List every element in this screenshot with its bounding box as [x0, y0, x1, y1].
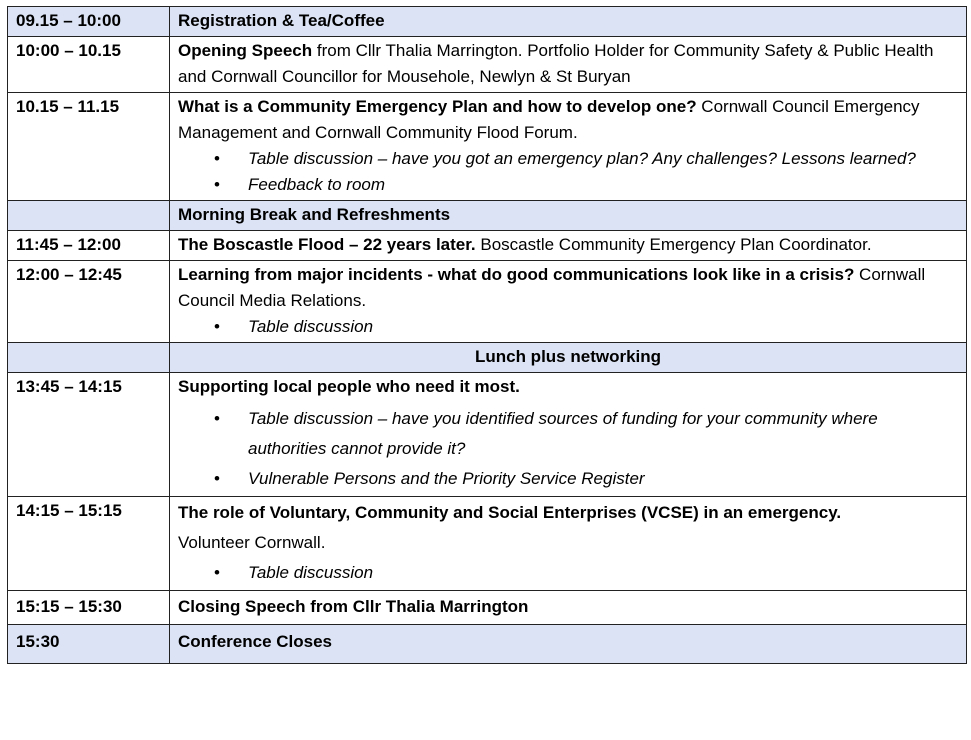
session-title: Registration & Tea/Coffee [170, 7, 967, 37]
session-title: The Boscastle Flood – 22 years later. [178, 235, 476, 254]
time-cell: 15:30 [8, 625, 170, 664]
session-cell [170, 93, 967, 201]
session-cell [170, 231, 967, 261]
session-cell [170, 37, 967, 93]
time-cell: 12:00 – 12:45 [8, 261, 170, 343]
agenda-row-emergency-plan [8, 93, 967, 201]
session-title: What is a Community Emergency Plan and how to develop one? [178, 97, 697, 116]
bullet-item: • Table discussion – have you got an emergency plan? Any challenges? Lessons learned? [248, 146, 958, 172]
time-cell [8, 343, 170, 373]
bullet-item: • Feedback to room [248, 172, 958, 198]
agenda-row-vcse [8, 497, 967, 591]
time-cell: 10:00 – 10.15 [8, 37, 170, 93]
time-cell: 11:45 – 12:00 [8, 231, 170, 261]
session-title: Closing Speech from Cllr Thalia Marrington [170, 591, 967, 625]
agenda-row-conference-closes [8, 625, 967, 664]
session-title: Conference Closes [170, 625, 967, 664]
session-description: from Cllr Thalia Marrington. Portfolio Holder for Community Safety & Public Health and Cornwall Councillor for Mousehole, Newlyn & St Buryan [178, 41, 934, 86]
agenda-row-supporting-local [8, 373, 967, 497]
session-title: Lunch plus networking [170, 343, 967, 373]
agenda-row-registration [8, 7, 967, 37]
bullet-list [178, 558, 958, 588]
session-title: Morning Break and Refreshments [170, 201, 967, 231]
bullet-item: • Table discussion [248, 558, 958, 588]
time-cell [8, 201, 170, 231]
session-title: Learning from major incidents - what do good communications look like in a crisis? [178, 265, 855, 284]
agenda-row-lunch [8, 343, 967, 373]
bullet-item: • Table discussion [248, 314, 958, 340]
bullet-icon: • [214, 469, 220, 488]
bullet-item: • Table discussion – have you identified sources of funding for your community where authorities cannot provide it? [248, 404, 958, 464]
session-title: The role of Voluntary, Community and Social Enterprises (VCSE) in an emergency. [178, 503, 842, 522]
time-cell: 09.15 – 10:00 [8, 7, 170, 37]
bullet-icon: • [214, 563, 220, 582]
agenda-row-boscastle [8, 231, 967, 261]
time-cell: 14:15 – 15:15 [8, 497, 170, 591]
bullet-list [178, 314, 958, 340]
bullet-icon: • [214, 317, 220, 336]
time-cell: 13:45 – 14:15 [8, 373, 170, 497]
session-cell [170, 261, 967, 343]
session-title: Supporting local people who need it most. [178, 377, 520, 396]
agenda-row-opening-speech [8, 37, 967, 93]
bullet-item: • Vulnerable Persons and the Priority Service Register [248, 464, 958, 494]
session-description: Boscastle Community Emergency Plan Coordinator. [475, 235, 872, 254]
agenda-table [7, 6, 967, 664]
bullet-icon: • [214, 149, 220, 168]
agenda-row-major-incidents [8, 261, 967, 343]
session-title: Opening Speech [178, 41, 313, 60]
session-cell [170, 373, 967, 497]
bullet-list [178, 146, 958, 198]
time-cell: 15:15 – 15:30 [8, 591, 170, 625]
agenda-row-closing-speech [8, 591, 967, 625]
session-cell [170, 497, 967, 591]
time-cell: 10.15 – 11.15 [8, 93, 170, 201]
bullet-icon: • [214, 175, 220, 194]
session-description: Volunteer Cornwall. [178, 533, 326, 552]
session-description: Cornwall Council Emergency Management and Cornwall Community Flood Forum. [178, 97, 920, 142]
session-description: Cornwall Council Media Relations. [178, 265, 926, 310]
agenda-row-morning-break [8, 201, 967, 231]
bullet-icon: • [214, 409, 220, 428]
bullet-list [178, 404, 958, 494]
